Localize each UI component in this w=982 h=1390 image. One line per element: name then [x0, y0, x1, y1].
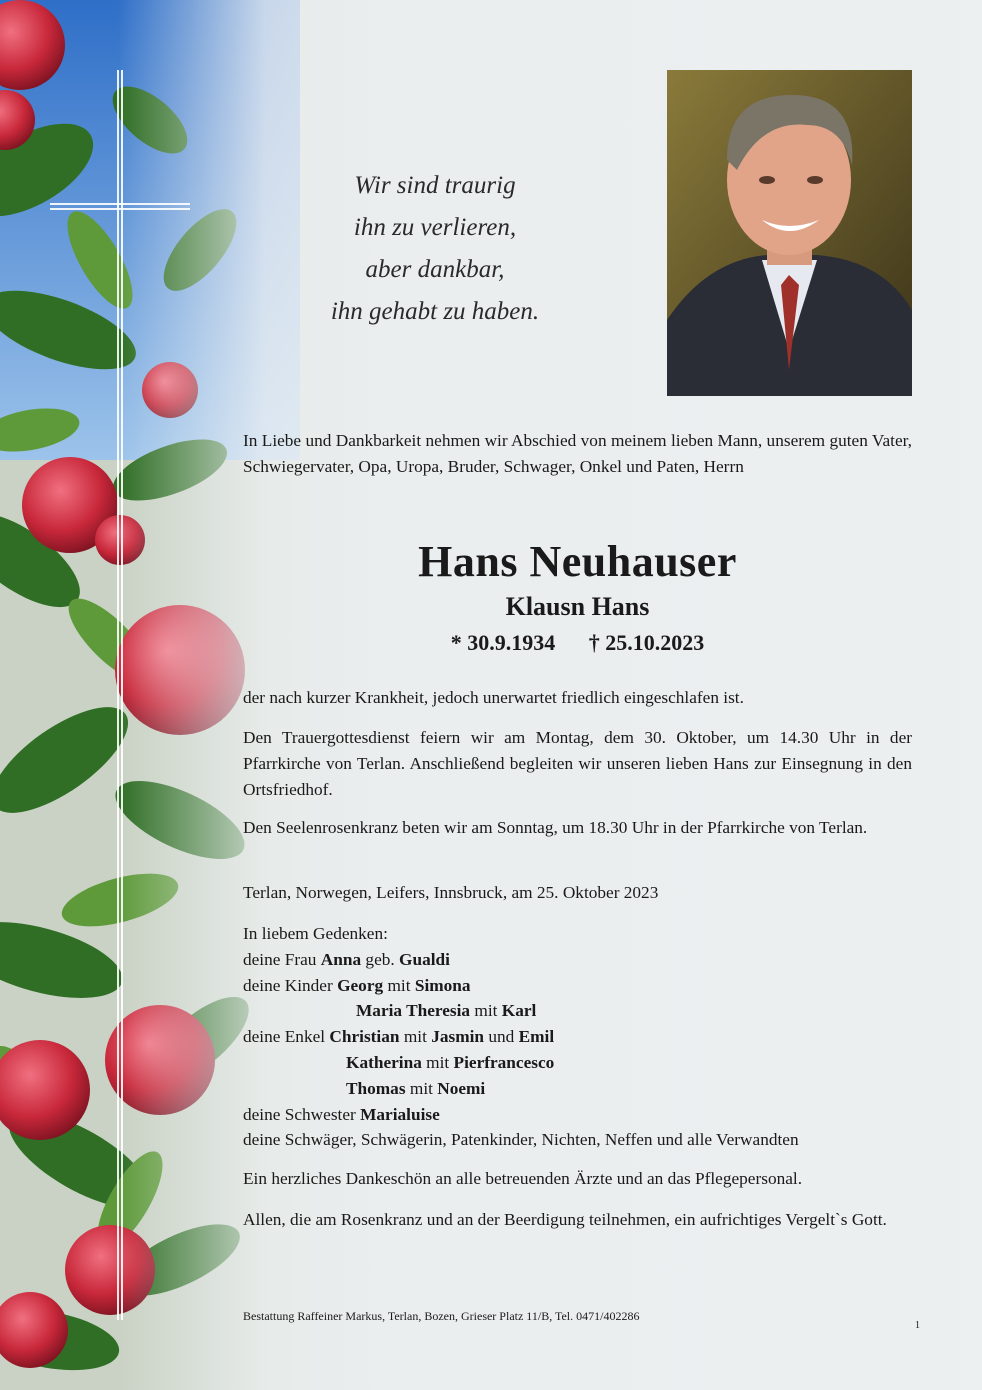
mourner-prefix: deine Kinder [243, 975, 333, 995]
mourners-heading: In liebem Gedenken: [243, 924, 388, 943]
thanks-all-text: Allen, die am Rosenkranz und an der Beerdigung teilnehmen, ein aufrichtiges Vergelt`s Gott. [243, 1210, 887, 1229]
cross-crossbar [50, 203, 190, 210]
poem-line: Wir sind traurig [354, 172, 516, 199]
life-dates [243, 630, 912, 656]
funeral-text: Den Trauergottesdienst feiern wir am Montag, dem 30. Oktober, um 14.30 Uhr in der Pfarrkirche von Terlan. Anschließend begleiten wir unseren lieben Hans zur Einsegnung in den Ortsfriedhof. [243, 728, 912, 799]
mourner-name: Maria Theresia [356, 1001, 471, 1021]
funeral-home-footer: Bestattung Raffeiner Markus, Terlan, Bozen, Grieser Platz 11/B, Tel. 0471/402286 [243, 1309, 640, 1323]
mourner-prefix: deine Frau [243, 949, 317, 969]
mourner-row-children-2 [243, 998, 912, 1024]
thanks-care-text: Ein herzliches Dankeschön an alle betreuenden Ärzte und an das Pflegepersonal. [243, 1169, 803, 1188]
mourner-joiner: mit [474, 1001, 498, 1021]
mourner-name: Anna [320, 949, 362, 969]
mourner-row-grandchildren-3 [243, 1076, 912, 1102]
mourner-name: Noemi [437, 1078, 486, 1098]
mourner-name: Emil [518, 1027, 555, 1047]
mourner-joiner: geb. [365, 949, 395, 969]
cross-icon [117, 70, 123, 1320]
deceased-name: Hans Neuhauser [418, 537, 737, 586]
mourner-name: Simona [414, 975, 471, 995]
mourners-list [243, 921, 912, 1153]
passing-text: der nach kurzer Krankheit, jedoch unerwartet friedlich eingeschlafen ist. [243, 688, 744, 707]
mourner-joiner: und [488, 1027, 515, 1047]
mourner-prefix: deine Schwester [243, 1104, 356, 1124]
memorial-poem [300, 165, 570, 333]
poem-line: ihn zu verlieren, [353, 214, 517, 241]
mourner-joiner: mit [426, 1052, 450, 1072]
poem-line: aber dankbar, [365, 256, 505, 283]
mourner-name: Gualdi [399, 949, 450, 969]
place-date-text: Terlan, Norwegen, Leifers, Innsbruck, am 25. Oktober 2023 [243, 883, 659, 902]
death-date: † 25.10.2023 [588, 630, 705, 655]
rosary-text: Den Seelenrosenkranz beten wir am Sonntag, um 18.30 Uhr in der Pfarrkirche von Terlan. [243, 818, 868, 837]
mourner-name: Thomas [346, 1078, 406, 1098]
mourner-row-sister [243, 1102, 912, 1128]
birth-date: * 30.9.1934 [450, 630, 556, 655]
mourner-name: Georg [337, 975, 384, 995]
mourner-joiner: mit [409, 1078, 433, 1098]
mourner-name: Pierfrancesco [453, 1052, 555, 1072]
mourner-row-grandchildren [243, 1024, 912, 1050]
intro-text: In Liebe und Dankbarkeit nehmen wir Abschied von meinem lieben Mann, unserem guten Vater, Schwiegervater, Opa, Uropa, Bruder, Schwager, Onkel und Paten, Herrn [243, 431, 912, 476]
deceased-nickname: Klausn Hans [505, 592, 650, 621]
mourner-name: Karl [501, 1001, 537, 1021]
mourner-row-grandchildren-2 [243, 1050, 912, 1076]
mourner-row-wife [243, 947, 912, 973]
mourner-name: Katherina [346, 1052, 422, 1072]
mourner-name: Marialuise [360, 1104, 440, 1124]
portrait-photo [667, 70, 912, 396]
mourner-prefix: deine Enkel [243, 1027, 326, 1047]
mourner-name: Jasmin [431, 1027, 485, 1047]
mourner-row-others: deine Schwäger, Schwägerin, Patenkinder, Nichten, Neffen und alle Verwandten [243, 1130, 799, 1150]
mourner-name: Christian [329, 1027, 400, 1047]
poem-line: ihn gehabt zu haben. [330, 298, 540, 325]
mourner-joiner: mit [387, 975, 411, 995]
mourner-joiner: mit [403, 1027, 427, 1047]
mourner-row-children [243, 973, 912, 999]
page-number: 1 [915, 1320, 920, 1331]
